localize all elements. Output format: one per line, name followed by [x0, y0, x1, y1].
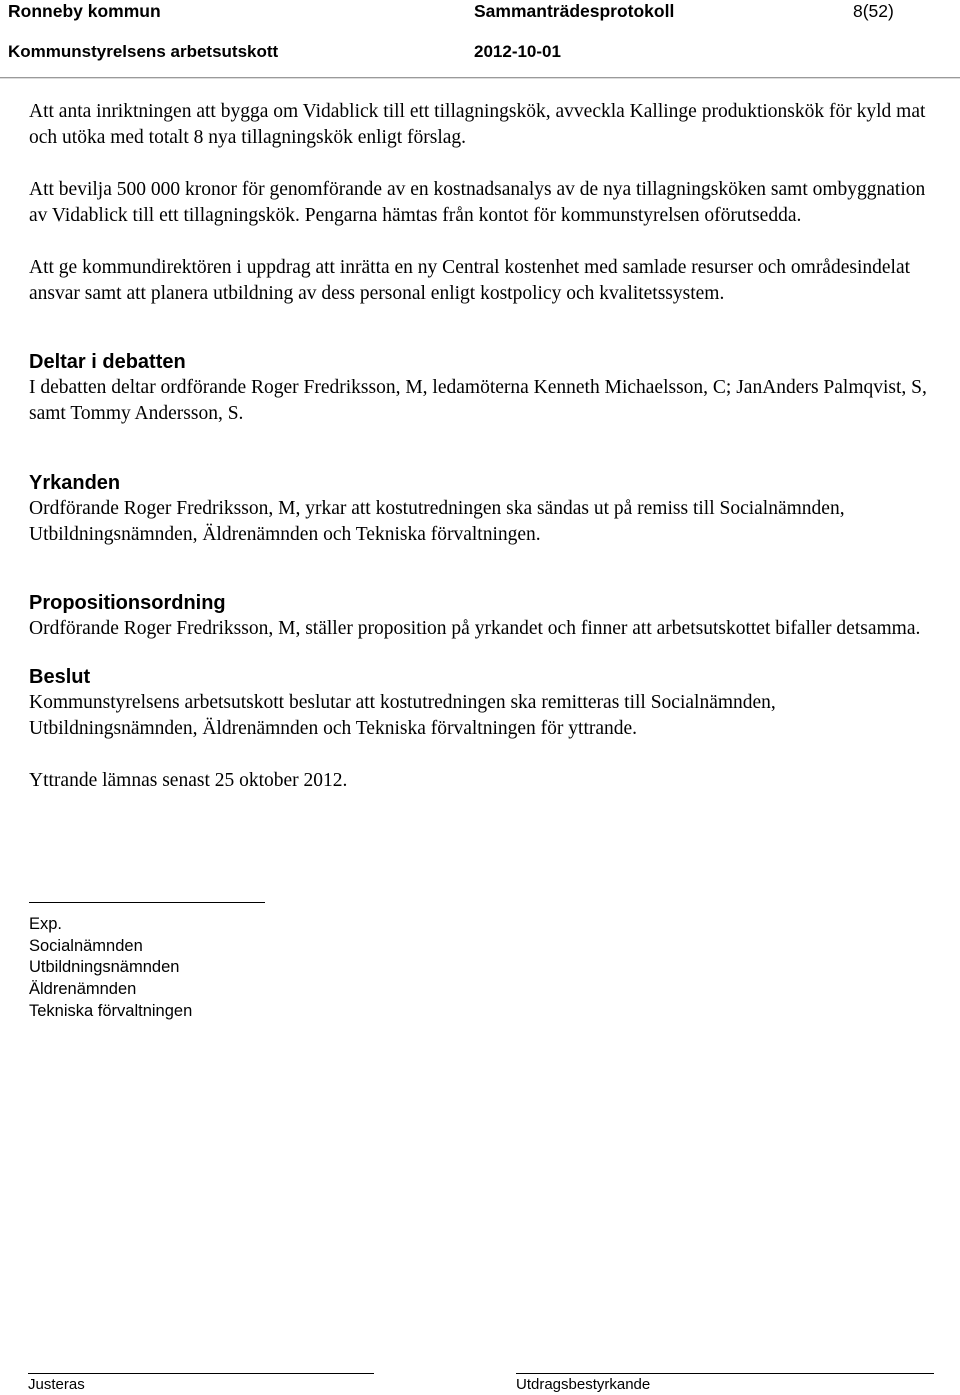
footer-utdragsbestyrkande: Utdragsbestyrkande [516, 1376, 651, 1393]
document-type: Sammanträdesprotokoll [474, 1, 675, 21]
response-deadline: Yttrande lämnas senast 25 oktober 2012. [29, 770, 348, 791]
municipality-name: Ronneby kommun [8, 1, 161, 21]
list-item: Socialnämnden [29, 936, 143, 955]
proposition-heading: Propositionsordning [29, 592, 226, 614]
proposition-text: Ordförande Roger Fredriksson, M, ställer proposition på yrkandet och finner att arbetsutskottet bifaller detsamma. [29, 618, 921, 639]
motions-text: Ordförande Roger Fredriksson, M, yrkar att kostutredningen ska sändas ut på remiss till Socialnämnden, Utbildningsnämnden, Äldrenämnden och Tekniska förvaltningen. [29, 498, 845, 545]
meeting-date: 2012-10-01 [474, 42, 561, 61]
decision-text: Kommunstyrelsens arbetsutskott beslutar att kostutredningen ska remitteras till Socialnämnden, Utbildningsnämnden, Äldrenämnden och Tekniska förvaltningen för yttrande. [29, 692, 776, 739]
expedition-label: Exp. [29, 915, 63, 933]
list-item: Tekniska förvaltningen [29, 1001, 193, 1020]
footer-line-justeras [28, 1373, 374, 1374]
document-body [29, 99, 929, 794]
list-item: Äldrenämnden [29, 980, 137, 999]
footer-line-utdrag [516, 1373, 934, 1374]
proposal-paragraph-3: Att ge kommundirektören i uppdrag att inrätta en ny Central kostenhet med samlade resurser och områdesindelat ansvar samt att planera utbildning av dess personal enligt kostpolicy och kvalitetssystem. [29, 257, 911, 304]
debate-text: I debatten deltar ordförande Roger Fredriksson, M, ledamöterna Kenneth Michaelsson, C; JanAnders Palmqvist, S, samt Tommy Andersson, S. [29, 377, 927, 424]
proposal-paragraph-2: Att bevilja 500 000 kronor för genomförande av en kostnadsanalys av de nya tillagningsköken samt ombyggnation av Vidablick till ett tillagningskök. Pengarna hämtas från kontot för kommunstyrelsen oförutsedda. [29, 179, 926, 226]
header-divider [0, 77, 960, 78]
list-item: Utbildningsnämnden [29, 958, 180, 977]
page-header-bottom [8, 41, 952, 65]
page-header-top [8, 0, 952, 24]
motions-heading: Yrkanden [29, 472, 121, 494]
footer-justeras: Justeras [28, 1376, 85, 1393]
decision-heading: Beslut [29, 666, 91, 688]
committee-name: Kommunstyrelsens arbetsutskott [8, 42, 279, 61]
expedition-list [29, 914, 192, 1023]
signature-line [29, 902, 265, 903]
debate-heading: Deltar i debatten [29, 351, 186, 373]
page-number: 8(52) [853, 1, 894, 21]
proposal-paragraph-1: Att anta inriktningen att bygga om Vidablick till ett tillagningskök, avveckla Kallinge produktionskök för kyld mat och utöka med totalt 8 nya tillagningskök enligt förslag. [29, 101, 926, 148]
